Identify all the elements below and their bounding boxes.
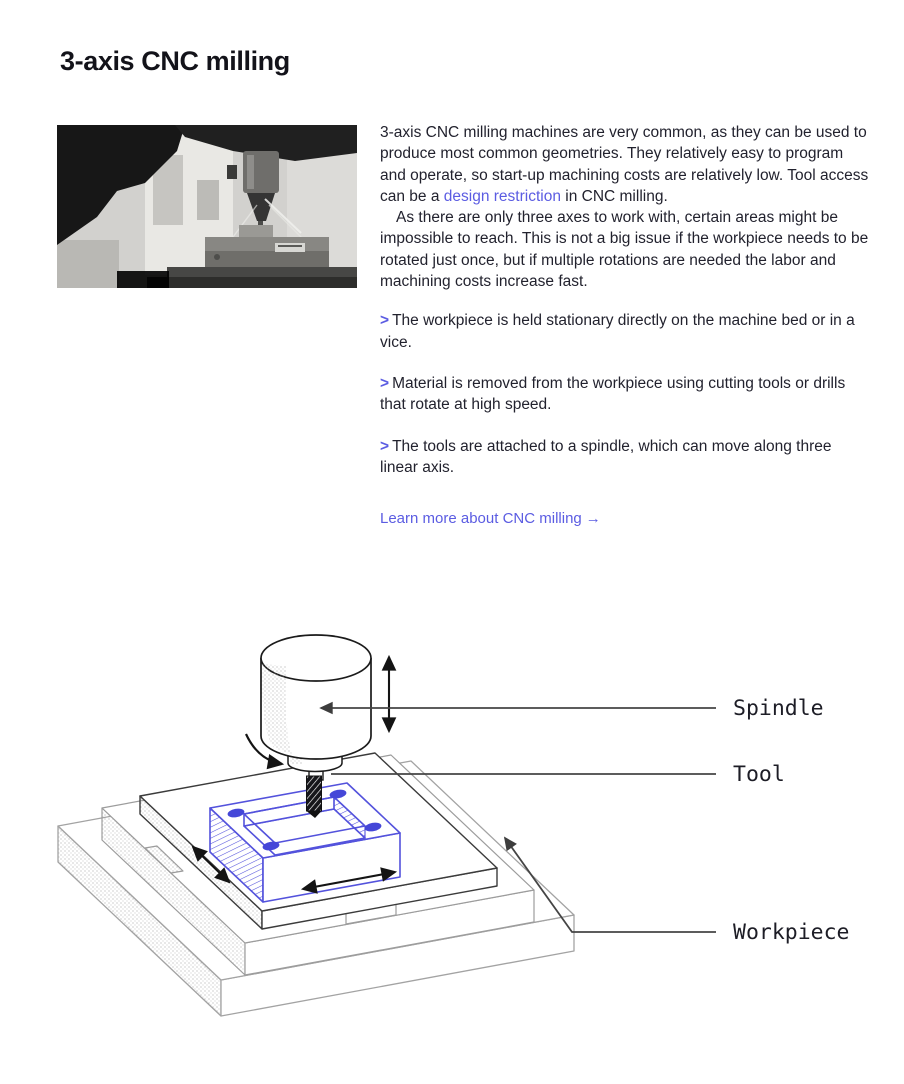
- bullet-text-2: Material is removed from the workpiece using cutting tools or drills that rotate at high speed.: [380, 374, 846, 414]
- bullet-text-1: The workpiece is held stationary directly on the machine bed or in a vice.: [380, 312, 855, 351]
- bullet-text-3: The tools are attached to a spindle, which can move along three linear axis.: [380, 437, 832, 476]
- paragraph-1-tail: in CNC milling.: [560, 187, 668, 205]
- bullet-chevron-icon: >: [380, 437, 390, 455]
- bullet-chevron-icon: >: [380, 374, 390, 392]
- arrow-right-icon: →: [585, 510, 601, 528]
- page-title: 3-axis CNC milling: [60, 46, 290, 76]
- design-restriction-link[interactable]: design restriction: [443, 187, 561, 205]
- paragraph-1-text: 3-axis CNC milling machines are very common, as they can be used to produce most common geometries. They relatively easy to program and operate, so start-up machining costs are relatively low. Tool access can be a: [380, 124, 869, 205]
- cutting-tool: [307, 776, 322, 811]
- paragraph-2: As there are only three axes to work with, certain areas might be impossible to reach. This is not a big issue if the workpiece needs to be rotated just once, but if multiple rotations are needed the labor and machining costs increase fast.: [380, 209, 869, 291]
- spindle-label: Spindle: [733, 696, 824, 721]
- bullet-item-2: [380, 373, 869, 416]
- photo-workpiece: [239, 225, 273, 239]
- learn-more-label: Learn more about CNC milling: [380, 510, 582, 528]
- cnc-diagram: [0, 618, 904, 1038]
- bullet-item-1: [380, 310, 869, 353]
- bullet-item-3: [380, 436, 869, 479]
- workpiece-label: Workpiece: [733, 920, 850, 945]
- article-text: [380, 122, 869, 529]
- cnc-machine-photo: [57, 125, 357, 288]
- learn-more-link[interactable]: [380, 510, 601, 527]
- tool-label: Tool: [733, 762, 785, 787]
- bullet-chevron-icon: >: [380, 312, 390, 330]
- paragraph-1: [380, 122, 869, 207]
